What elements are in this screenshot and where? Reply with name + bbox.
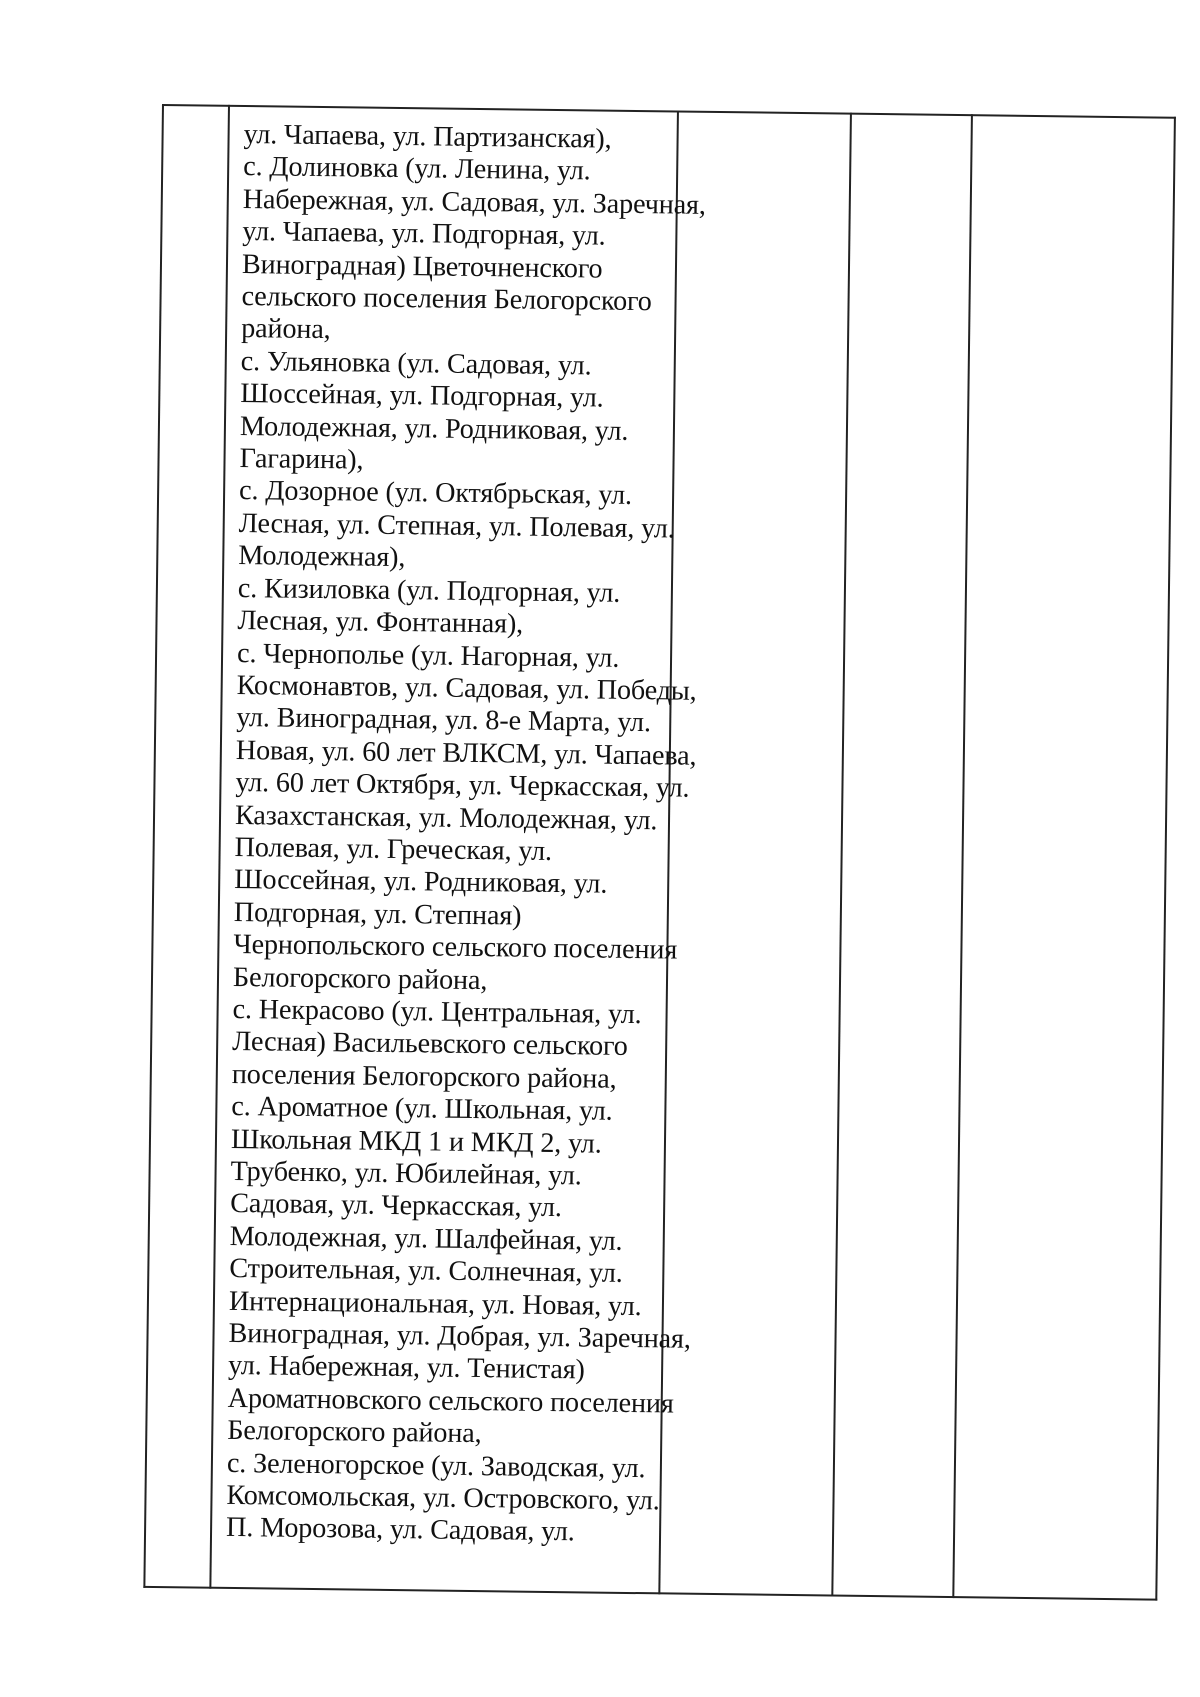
table-bottom-border (143, 1586, 1157, 1600)
address-line: Подгорная, ул. Степная) (233, 896, 522, 932)
address-line: Комсомольская, ул. Островского, ул. (226, 1479, 660, 1517)
address-line: ул. Чапаева, ул. Подгорная, ул. (242, 216, 606, 252)
table-right-border (1155, 117, 1175, 1601)
address-line: Чернопольского сельского поселения (233, 929, 678, 966)
address-line: сельского поселения Белогорского (241, 281, 652, 318)
address-line: Казахстанская, ул. Молодежная, ул. (234, 799, 658, 836)
address-line: Лесная, ул. Фонтанная), (237, 605, 524, 640)
address-line: с. Ароматное (ул. Школьная, ул. (231, 1091, 613, 1127)
address-line: Набережная, ул. Садовая, ул. Заречная, (242, 183, 706, 221)
address-line: Шоссейная, ул. Подгорная, ул. (240, 378, 604, 414)
address-line: ул. Набережная, ул. Тенистая) (227, 1350, 585, 1386)
address-line: Школьная МКД 1 и МКД 2, ул. (230, 1123, 602, 1160)
column-divider-3 (831, 113, 851, 1597)
address-line: с. Кизиловка (ул. Подгорная, ул. (237, 572, 621, 609)
address-line: поселения Белогорского района, (231, 1058, 617, 1095)
address-line: Лесная, ул. Степная, ул. Полевая, ул. (238, 507, 675, 545)
table-left-border (143, 104, 163, 1588)
address-line: ул. 60 лет Октября, ул. Черкасская, ул. (235, 767, 690, 804)
address-line: с. Дозорное (ул. Октябрьская, ул. (238, 475, 633, 512)
address-line: с. Чернополье (ул. Нагорная, ул. (236, 637, 620, 674)
address-line: с. Зеленогорское (ул. Заводская, ул. (226, 1447, 646, 1484)
table-top-border (162, 104, 1176, 118)
address-line: Молодежная, ул. Родниковая, ул. (239, 410, 629, 447)
address-line: Виноградная) Цветочненского (241, 248, 603, 285)
address-cell-text (226, 119, 734, 1551)
address-line: Белогорского района, (227, 1415, 482, 1450)
column-divider-1 (209, 105, 229, 1589)
address-line: Шоссейная, ул. Родниковая, ул. (234, 864, 608, 900)
address-line: Строительная, ул. Солнечная, ул. (229, 1253, 623, 1290)
address-line: Виноградная, ул. Добрая, ул. Заречная, (228, 1317, 691, 1355)
address-line: Трубенко, ул. Юбилейная, ул. (230, 1155, 582, 1192)
address-line: Новая, ул. 60 лет ВЛКСМ, ул. Чапаева, (235, 734, 697, 772)
address-line: с. Некрасово (ул. Центральная, ул. (232, 993, 642, 1031)
address-line: Молодежная, ул. Шалфейная, ул. (229, 1220, 623, 1257)
address-line: ул. Чапаева, ул. Партизанская), (243, 119, 612, 155)
address-line: Лесная) Васильевского сельского (232, 1026, 628, 1063)
address-line: ул. Виноградная, ул. 8-е Марта, ул. (236, 702, 652, 739)
address-line: Космонавтов, ул. Садовая, ул. Победы, (236, 669, 697, 707)
address-line: с. Долиновка (ул. Ленина, ул. (243, 151, 591, 187)
address-line: Ароматновского сельского поселения (227, 1382, 674, 1420)
address-line: Полевая, ул. Греческая, ул. (234, 831, 553, 867)
address-line: П. Морозова, ул. Садовая, ул. (225, 1512, 575, 1548)
address-line: Интернациональная, ул. Новая, ул. (228, 1285, 642, 1322)
address-line: Гагарина), (239, 443, 364, 476)
address-line: Садовая, ул. Черкасская, ул. (229, 1188, 562, 1224)
address-table (143, 104, 1176, 1602)
address-line: района, (240, 313, 331, 346)
address-line: Белогорского района, (232, 961, 488, 996)
column-divider-4 (952, 114, 972, 1598)
address-line: с. Ульяновка (ул. Садовая, ул. (240, 345, 592, 382)
address-line: Молодежная), (238, 540, 406, 574)
